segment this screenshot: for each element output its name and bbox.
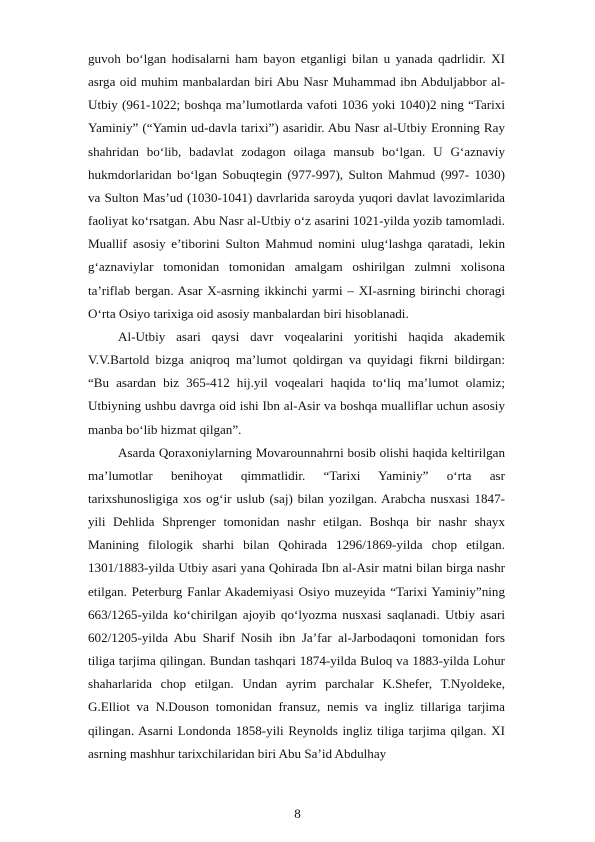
body-paragraph-continued: guvoh bo‘lgan hodisalarni ham bayon etganligi bilan u yanada qadrlidir. XI asrga oid muhim manbalardan biri Abu Nasr Muhammad ibn Abduljabbor al-Utbiy (961-1022; boshqa ma’lumotlarda vafoti 1036 yoki 1040)2 ning “Tarixi Yaminiy” (“Yamin ud-davla tarixi”) asaridir. Abu Nasr al-Utbiy Eronning Ray shahridan bo‘lib, badavlat zodagon oilaga mansub bo‘lgan. U G‘aznaviy hukmdorlaridan bo‘lgan Sobuqtegin (977-997), Sulton Mahmud (997- 1030) va Sulton Mas’ud (1030-1041) davrlarida saroyda yuqori davlat lavozimlarida faoliyat ko‘rsatgan. Abu Nasr al-Utbiy o‘z asarini 1021-yilda yozib tamomladi. Muallif asosiy e’tiborini Sulton Mahmud nomini ulug‘lashga qaratadi, lekin g‘aznaviylar tomonidan tomonidan amalgam oshirilgan zulmni xolisona ta’riflab bergan. Asar X-asrning ikkinchi yarmi – XI-asrning birinchi choragi O‘rta Osiyo tarixiga oid asosiy manbalardan biri hisoblanadi.: [88, 51, 505, 321]
body-paragraph-tarixi-yaminiy: Asarda Qoraxoniylarning Movarounnahrni bosib olishi haqida keltirilgan ma’lumotlar benihoyat qimmatlidir. “Tarixi Yaminiy” o‘rta asr tarixshunosligiga xos og‘ir uslub (saj) bilan yozilgan. Arabcha nusxasi 1847-yili Dehlida Shprenger tomonidan nashr etilgan. Boshqa bir nashr shayx Manining filologik sharhi bilan Qohirada 1296/1869-yilda chop etilgan. 1301/1883-yilda Utbiy asari yana Qohirada Ibn al-Asir matni bilan birga nashr etilgan. Peterburg Fanlar Akademiyasi Osiyo muzeyida “Tarixi Yaminiy”ning 663/1265-yilda ko‘chirilgan ajoyib qo‘lyozma nusxasi saqlanadi. Utbiy asari 602/1205-yilda Abu Sharif Nosih ibn Ja’far al-Jarbodaqoni tomonidan fors tiliga tarjima qilingan. Bundan tashqari 1874-yilda Buloq va 1883-yilda Lohur shaharlarida chop etilgan. Undan ayrim parchalar K.Shefer, T.Nyoldeke, G.Elliot va N.Douson tomonidan fransuz, nemis va ingliz tillariga tarjima qilingan. Asarni Londonda 1858-yili Reynolds ingliz tiliga tarjima qilgan. XI asrning mashhur tarixchilaridan biri Abu Sa’id Abdulhay: [88, 444, 505, 761]
body-paragraph-bartold: Al-Utbiy asari qaysi davr voqealarini yoritishi haqida akademik V.V.Bartold bizga aniqroq ma’lumot qoldirgan va quyidagi fikrni bildirgan: “Bu asardan biz 365-412 hij.yil voqealari haqida to‘liq ma’lumot olamiz; Utbiyning ushbu davrga oid ishi Ibn al-Asir va boshqa mualliflar uchun asosiy manba bo‘lib hizmat qilgan”.: [88, 328, 505, 437]
document-page: [88, 47, 505, 765]
page-number: 8: [294, 806, 301, 821]
